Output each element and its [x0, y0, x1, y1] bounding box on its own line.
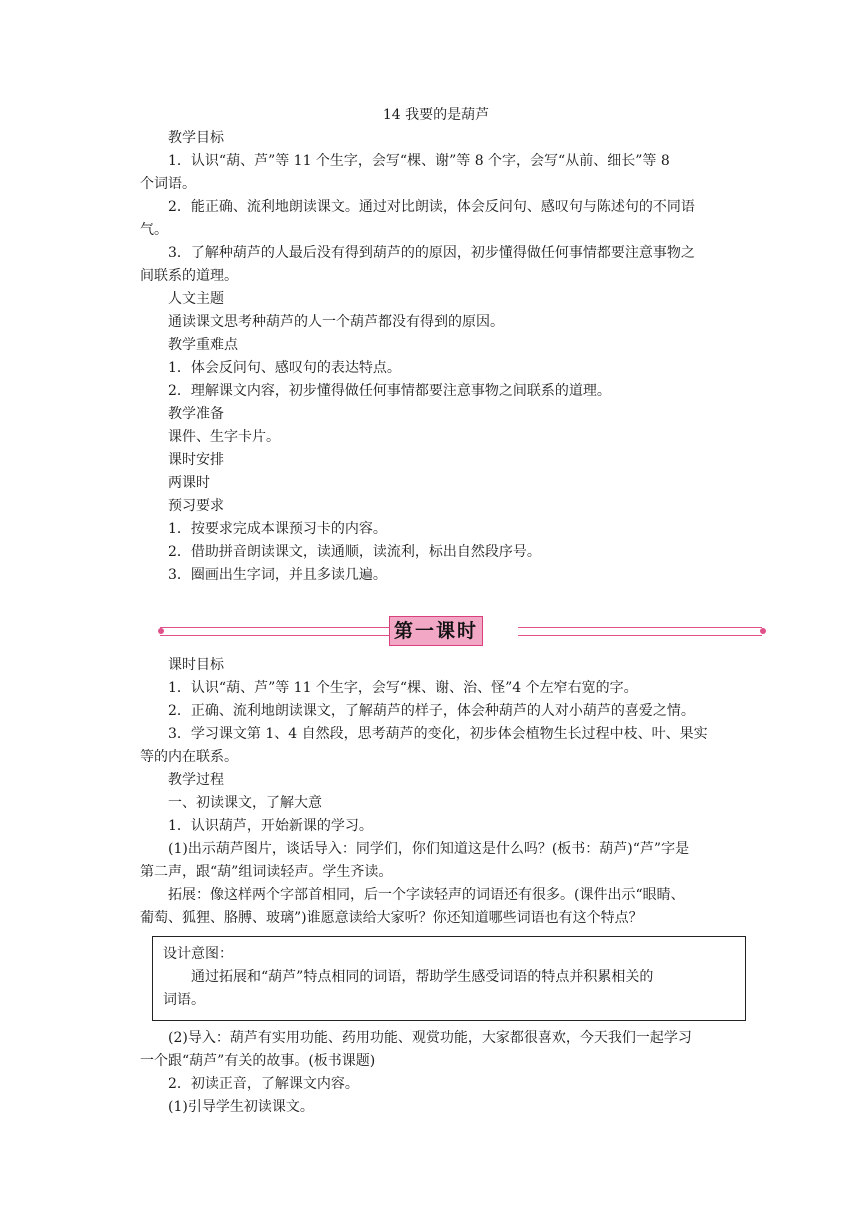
- goal-3: 3．了解种葫芦的人最后没有得到葫芦的的原因，初步懂得做任何事情都要注意事物之: [168, 245, 695, 261]
- preparation-text: 课件、生字卡片。: [168, 429, 280, 445]
- heading-period-goals: 课时目标: [168, 657, 224, 673]
- key-point-1: 1．体会反问句、感叹句的表达特点。: [168, 360, 401, 376]
- goal-2: 2．能正确、流利地朗读课文。通过对比朗读，体会反问句、感叹句与陈述句的不同语: [168, 199, 695, 215]
- heading-preview: 预习要求: [168, 498, 224, 514]
- goal-1: 1．认识“葫、芦”等 11 个生字，会写“棵、谢”等 8 个字，会写“从前、细长”等 8: [168, 153, 670, 169]
- period-goal-2: 2．正确、流利地朗读课文，了解葫芦的样子，体会种葫芦的人对小葫芦的喜爱之情。: [168, 703, 695, 719]
- heading-teaching-goals: 教学目标: [168, 130, 224, 146]
- period-goal-3: 3．学习课文第 1、4 自然段，思考葫芦的变化，初步体会植物生长过程中枝、叶、果实: [168, 726, 708, 742]
- heading-key-points: 教学重难点: [168, 337, 238, 353]
- paragraph-q1-cont: 第二声，跟“葫”组词读轻声。学生齐读。: [140, 864, 393, 880]
- key-point-2: 2．理解课文内容，初步懂得做任何事情都要注意事物之间联系的道理。: [168, 383, 611, 399]
- paragraph-q1: (1)出示葫芦图片，谈话导入：同学们，你们知道这是什么吗？(板书：葫芦)“芦”字是: [168, 841, 690, 857]
- period-goal-1: 1．认识“葫、芦”等 11 个生字，会写“棵、谢、治、怪”4 个左窄右宽的字。: [168, 680, 638, 696]
- paragraph-q2-cont: 一个跟“葫芦”有关的故事。(板书课题): [140, 1053, 376, 1069]
- document-page: [140, 104, 732, 1119]
- banner-rule-left: [160, 627, 402, 636]
- preview-item-3: 3．圈画出生字词，并且多读几遍。: [168, 567, 387, 583]
- heading-preparation: 教学准备: [168, 406, 224, 422]
- goal-2-cont: 气。: [140, 222, 168, 238]
- banner-rule-right: [518, 627, 762, 636]
- banner-label: 第一课时: [389, 616, 483, 646]
- design-intent-box: [152, 936, 746, 1021]
- design-intent-text-cont: 词语。: [163, 992, 205, 1008]
- paragraph-q3: (1)引导学生初读课文。: [168, 1099, 314, 1115]
- banner-dot-right: [760, 628, 766, 634]
- preview-item-1: 1．按要求完成本课预习卡的内容。: [168, 521, 387, 537]
- paragraph-extension: 拓展：像这样两个字部首相同，后一个字读轻声的词语还有很多。(课件出示“眼睛、: [168, 887, 685, 903]
- paragraph-extension-cont: 葡萄、狐狸、胳膊、玻璃”)谁愿意读给大家听？你还知道哪些词语也有这个特点？: [140, 910, 643, 926]
- schedule-text: 两课时: [168, 475, 210, 491]
- heading-process: 教学过程: [168, 772, 224, 788]
- goal-1-cont: 个词语。: [140, 176, 196, 192]
- theme-text: 通读课文思考种葫芦的人一个葫芦都没有得到的原因。: [168, 314, 504, 330]
- heading-schedule: 课时安排: [168, 452, 224, 468]
- goal-3-cont: 间联系的道理。: [140, 268, 238, 284]
- lesson-title: 14 我要的是葫芦: [382, 107, 490, 123]
- period-goal-3-cont: 等的内在联系。: [140, 749, 238, 765]
- lesson-period-banner: [140, 614, 732, 648]
- sub-step-2: 2．初读正音，了解课文内容。: [168, 1076, 359, 1092]
- sub-step-1: 1．认识葫芦，开始新课的学习。: [168, 818, 373, 834]
- preview-item-2: 2．借助拼音朗读课文，读通顺，读流利，标出自然段序号。: [168, 544, 541, 560]
- heading-theme: 人文主题: [168, 291, 224, 307]
- design-intent-title: 设计意图：: [163, 946, 233, 962]
- design-intent-text: 通过拓展和“葫芦”特点相同的词语，帮助学生感受词语的特点并积累相关的: [191, 969, 654, 985]
- step-1: 一、初读课文，了解大意: [168, 795, 322, 811]
- paragraph-q2: (2)导入：葫芦有实用功能、药用功能、观赏功能，大家都很喜欢，今天我们一起学习: [168, 1030, 692, 1046]
